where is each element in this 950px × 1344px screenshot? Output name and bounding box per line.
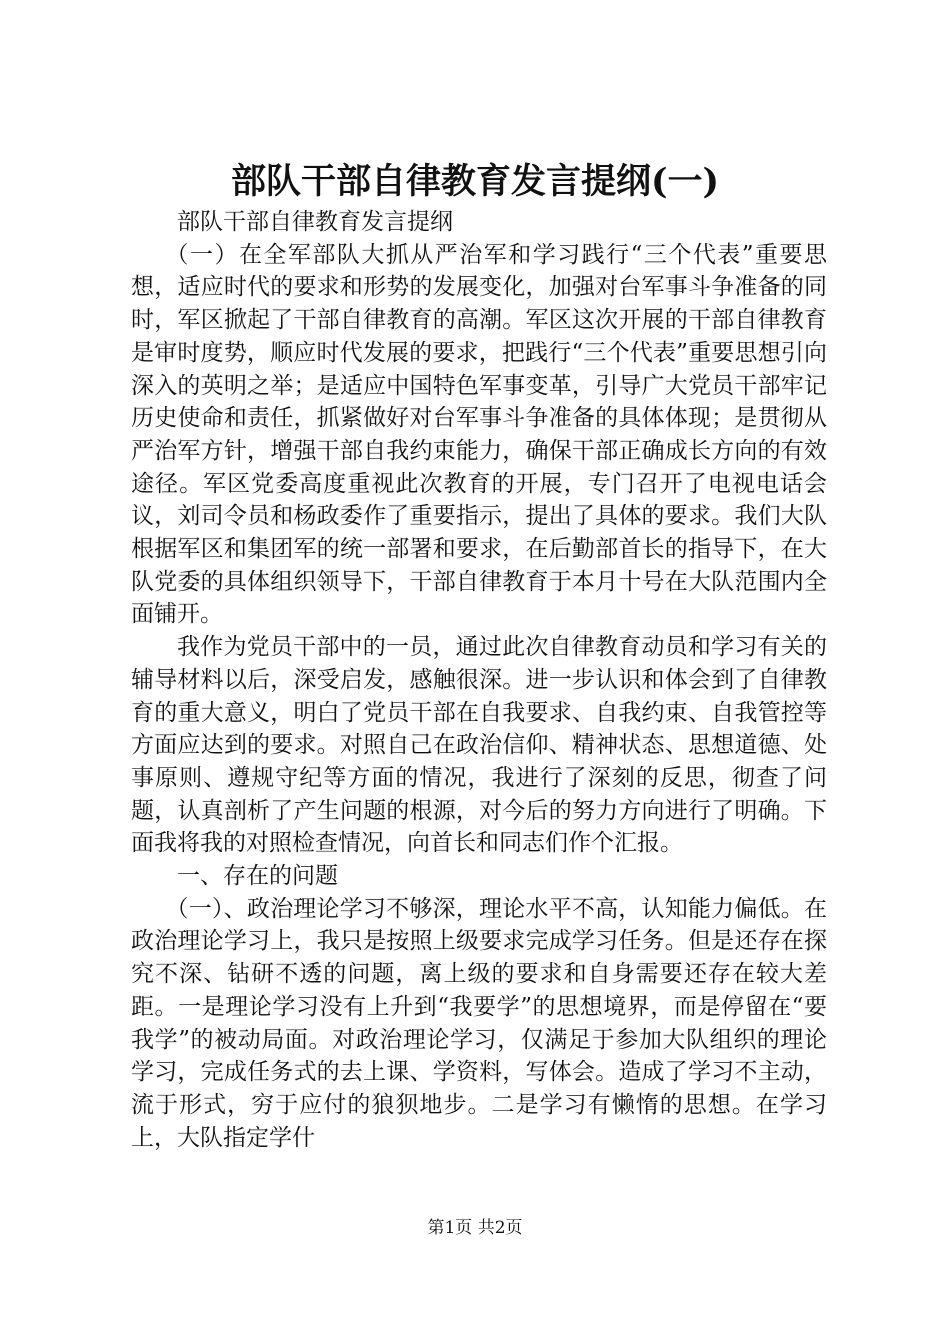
section-heading-problems: 一、存在的问题 — [177, 863, 338, 890]
paragraph-self-reflection: 我作为党员干部中的一员，通过此次自律教育动员和学习有关的辅导材料以后，深受启发，感触很深。进一步认识和体会到了自律教育的重大意义，明白了党员干部在自我要求、自我约束、自我管控等方面应达到的要求。对照自己在政治信仰、精神状态、思想道德、处事原则、遵规守纪等方面的情况，我进行了深刻的反思，彻查了问题，认真剖析了产生问题的根源，对今后的努力方向进行了明确。下面我将我的对照检查情况，向首长和同志们作个汇报。 — [131, 634, 827, 857]
paragraph-intro: （一）在全军部队大抓从严治军和学习践行“三个代表”重要思想，适应时代的要求和形势的发展变化，加强对台军事斗争准备的同时，军区掀起了干部自律教育的高潮。军区这次开展的干部自律教育是审时度势，顺应时代发展的要求，把践行“三个代表”重要思想引向深入的英明之举；是适应中国特色军事变革，引导广大党员干部牢记历史使命和责任，抓紧做好对台军事斗争准备的具体体现；是贯彻从严治军方针，增强干部自我约束能力，确保干部正确成长方向的有效途径。军区党委高度重视此次教育的开展，专门召开了电视电话会议，刘司令员和杨政委作了重要指示，提出了具体的要求。我们大队根据军区和集团军的统一部署和要求，在后勤部首长的指导下，在大队党委的具体组织领导下，干部自律教育于本月十号在大队范围内全面铺开。 — [131, 241, 827, 628]
document-body — [131, 206, 827, 1154]
paragraph-problem-1: （一）、政治理论学习不够深，理论水平不高，认知能力偏低。在政治理论学习上，我只是按照上级要求完成学习任务。但是还存在探究不深、钻研不透的问题，离上级的要求和自身需要还存在较大差距。一是理论学习没有上升到“我要学”的思想境界，而是停留在“要我学”的被动局面。对政治理论学习，仅满足于参加大队组织的理论学习，完成任务式的去上课、学资料，写体会。造成了学习不主动，流于形式，穷于应付的狼狈地步。二是学习有懒惰的思想。在学习上，大队指定学什 — [131, 895, 827, 1151]
page-title: 部队干部自律教育发言提纲(一) — [230, 161, 720, 202]
document-subtitle: 部队干部自律教育发言提纲 — [177, 209, 453, 235]
page-number-footer: 第1页 共2页 — [427, 1218, 523, 1238]
